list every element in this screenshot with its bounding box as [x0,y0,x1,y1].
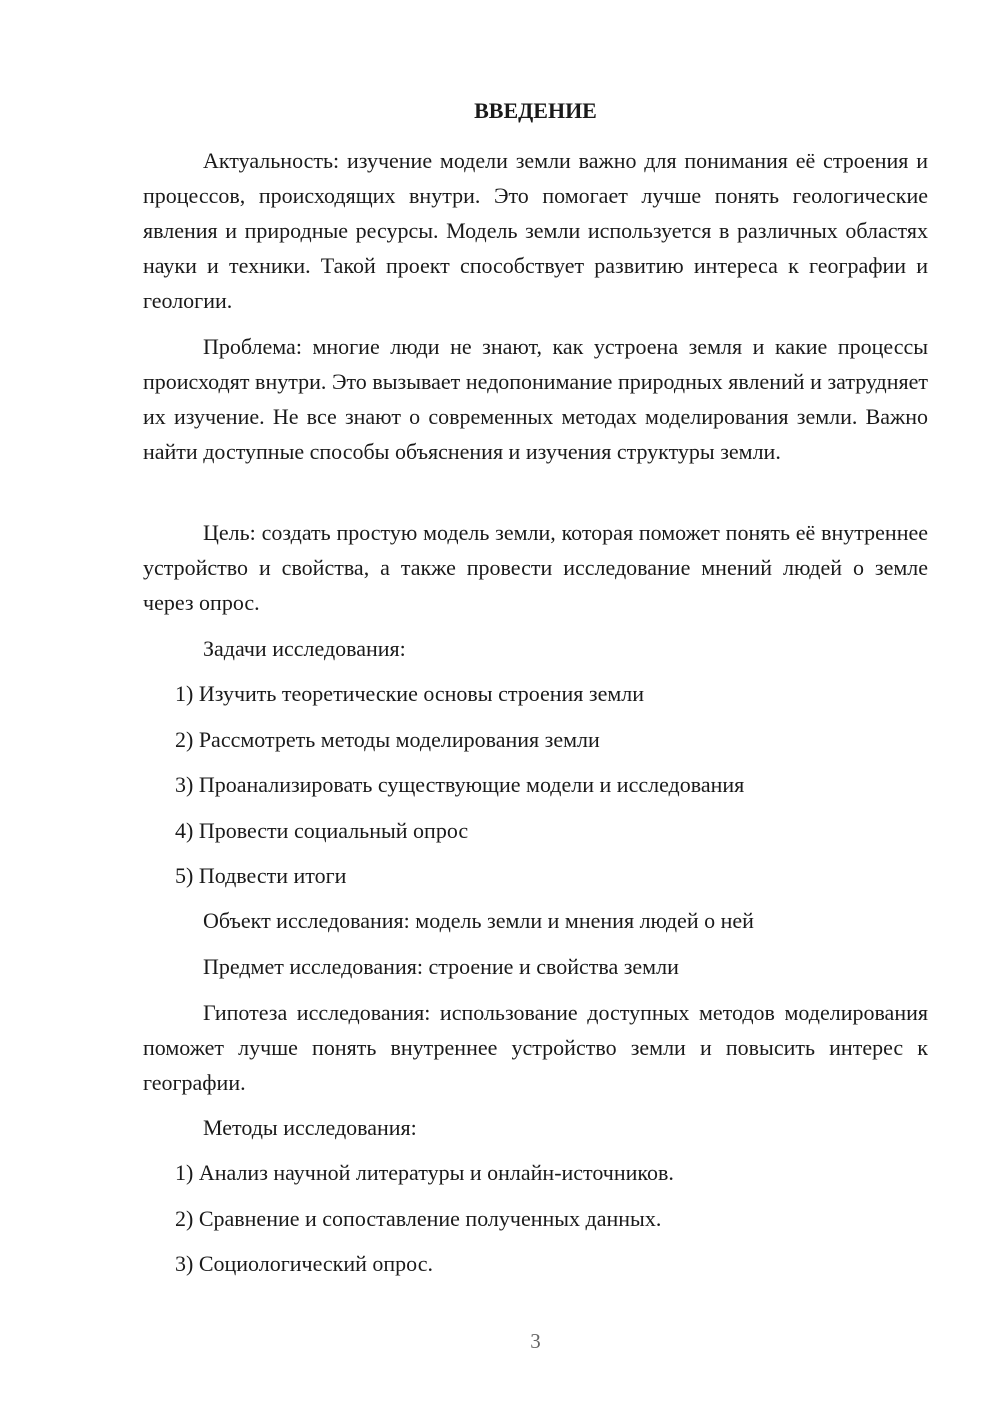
method-item: 1) Анализ научной литературы и онлайн-источников. [175,1160,674,1185]
method-item: 2) Сравнение и сопоставление полученных данных. [175,1206,662,1231]
task-item: 1) Изучить теоретические основы строения земли [175,681,645,706]
methods-heading: Методы исследования: [203,1115,417,1140]
task-item: 3) Проанализировать существующие модели и исследования [175,772,745,797]
relevance-paragraph: Актуальность: изучение модели земли важно для понимания её строения и процессов, происходящих внутри. Это помогает лучше понять геологические явления и природные ресурсы. Модель земли используется в различных областях науки и техники. Такой проект способствует развитию интереса к географии и геологии. [143,148,928,313]
page-title: ВВЕДЕНИЕ [474,98,597,123]
method-item: 3) Социологический опрос. [175,1251,433,1276]
task-item: 5) Подвести итоги [175,863,347,888]
research-subject: Предмет исследования: строение и свойства земли [203,954,679,979]
research-object: Объект исследования: модель земли и мнения людей о ней [203,908,754,933]
page-number: 3 [530,1329,541,1353]
hypothesis-paragraph: Гипотеза исследования: использование доступных методов моделирования поможет лучше понять внутреннее устройство земли и повысить интерес к географии. [143,1000,928,1095]
task-item: 2) Рассмотреть методы моделирования земли [175,727,600,752]
tasks-heading: Задачи исследования: [203,636,406,661]
document-page [143,0,928,1414]
goal-paragraph: Цель: создать простую модель земли, которая поможет понять её внутреннее устройство и свойства, а также провести исследование мнений людей о земле через опрос. [143,520,928,615]
problem-paragraph: Проблема: многие люди не знают, как устроена земля и какие процессы происходят внутри. Это вызывает недопонимание природных явлений и затрудняет их изучение. Не все знают о современных методах моделирования земли. Важно найти доступные способы объяснения и изучения структуры земли. [143,334,928,464]
task-item: 4) Провести социальный опрос [175,818,469,843]
